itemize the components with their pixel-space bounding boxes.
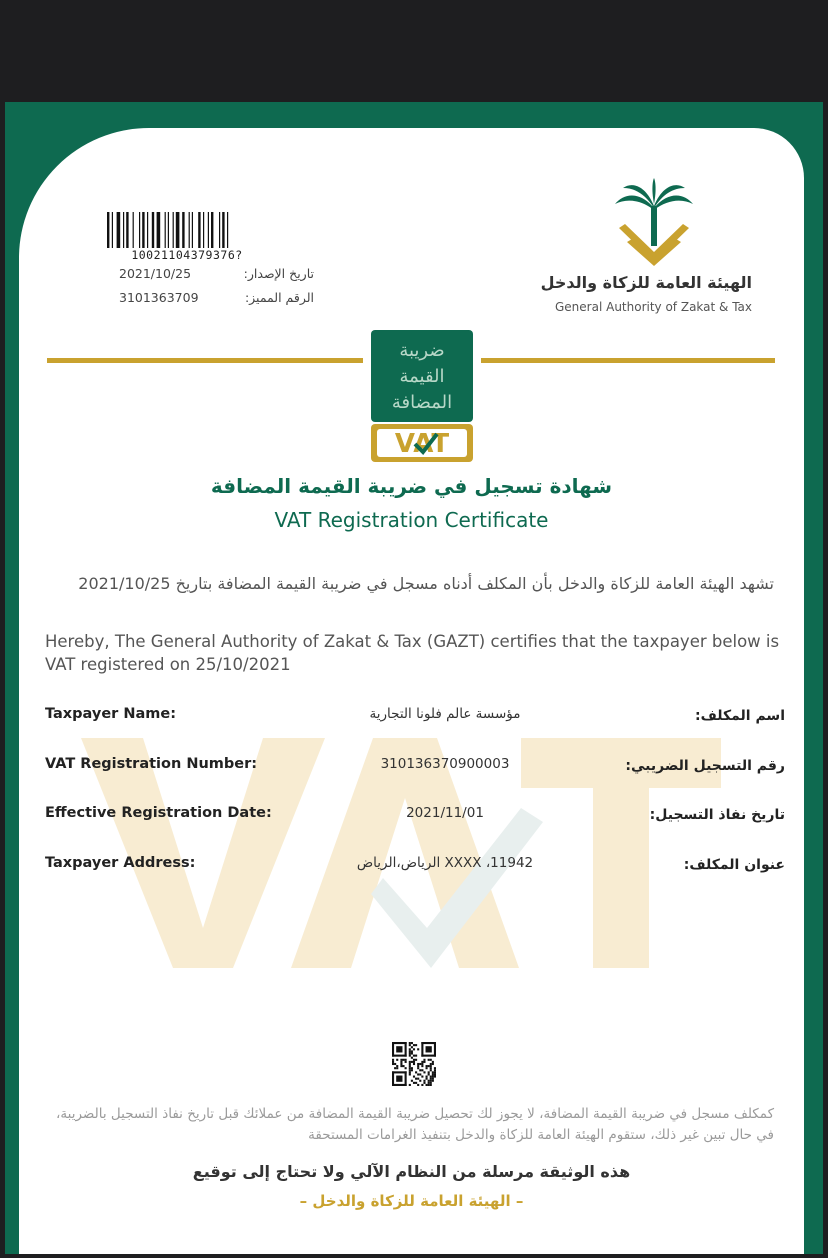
qr-module (417, 1063, 419, 1065)
qr-module (434, 1071, 436, 1073)
qr-module (413, 1055, 415, 1057)
qr-module (421, 1063, 423, 1065)
qr-module (428, 1065, 430, 1067)
field-value: مؤسسة عالم فلونا التجارية (369, 706, 521, 722)
qr-module (432, 1073, 434, 1075)
qr-finder (405, 1071, 407, 1086)
qr-module (396, 1065, 398, 1067)
qr-module (409, 1065, 411, 1067)
unique-number-value: 3101363709 (119, 290, 199, 305)
vat-logo (371, 330, 473, 462)
qr-finder (421, 1042, 436, 1044)
qr-module (396, 1067, 398, 1069)
qr-finder (396, 1046, 402, 1052)
qr-module (392, 1061, 394, 1063)
field-value: 310136370900003 (380, 756, 510, 772)
qr-module (423, 1080, 425, 1082)
unique-number-row (119, 290, 314, 305)
qr-module (421, 1076, 423, 1078)
field-label-arabic: عنوان المكلف: (683, 857, 785, 873)
qr-module (430, 1063, 432, 1065)
qr-finder (434, 1042, 436, 1057)
gold-divider-right (481, 358, 775, 363)
qr-module (396, 1059, 398, 1061)
qr-module (409, 1067, 411, 1069)
system-generated-note: هذه الوثيقة مرسلة من النظام الآلي ولا تحتاج إلى توقيع (192, 1162, 631, 1181)
qr-module (413, 1059, 415, 1061)
qr-module (426, 1065, 428, 1067)
qr-module (411, 1057, 413, 1059)
qr-module (432, 1071, 434, 1073)
qr-module (402, 1065, 404, 1067)
qr-module (434, 1069, 436, 1071)
qr-module (402, 1059, 404, 1061)
qr-module (417, 1067, 419, 1069)
qr-module (411, 1046, 413, 1048)
qr-finder (392, 1071, 394, 1086)
qr-module (417, 1073, 419, 1075)
field-value: XXXX ،11942 الرياض،الرياض (356, 855, 534, 871)
qr-module (428, 1080, 430, 1082)
qr-module (415, 1082, 417, 1084)
authority-signoff: – الهيئة العامة للزكاة والدخل – (299, 1192, 524, 1210)
qr-module (411, 1061, 413, 1063)
qr-finder (421, 1055, 436, 1057)
qr-finder (426, 1046, 432, 1052)
field-label-english: Effective Registration Date: (45, 805, 272, 821)
qr-module (392, 1059, 394, 1061)
qr-module (426, 1067, 428, 1069)
qr-module (434, 1067, 436, 1069)
qr-module (432, 1080, 434, 1082)
qr-module (428, 1073, 430, 1075)
qr-module (394, 1067, 396, 1069)
qr-module (432, 1076, 434, 1078)
qr-module (411, 1052, 413, 1054)
issue-date-row (119, 266, 314, 281)
qr-module (434, 1073, 436, 1075)
qr-module (421, 1069, 423, 1071)
authority-name-english: General Authority of Zakat & Tax (555, 300, 752, 314)
qr-module (392, 1063, 394, 1065)
qr-module (409, 1061, 411, 1063)
qr-module (411, 1069, 413, 1071)
vat-logo-line2: القيمة (399, 366, 445, 387)
qr-module (419, 1073, 421, 1075)
intro-text-english: Hereby, The General Authority of Zakat & Tax (GAZT) certifies that the taxpayer below is VAT registered on 25/10/2021 (45, 632, 780, 674)
qr-module (421, 1061, 423, 1063)
qr-code (392, 1042, 436, 1086)
qr-module (405, 1061, 407, 1063)
qr-finder (392, 1042, 407, 1044)
field-row-vat-number (45, 756, 785, 780)
qr-module (430, 1078, 432, 1080)
qr-module (417, 1078, 419, 1080)
qr-module (409, 1071, 411, 1073)
qr-module (428, 1084, 430, 1086)
authority-emblem-icon (609, 178, 699, 270)
qr-module (405, 1067, 407, 1069)
qr-module (411, 1080, 413, 1082)
field-label-english: Taxpayer Name: (45, 706, 177, 722)
field-value: 2021/11/01 (406, 805, 484, 821)
qr-module (409, 1050, 411, 1052)
certificate-title-arabic: شهادة تسجيل في ضريبة القيمة المضافة (210, 474, 613, 498)
field-label-arabic: رقم التسجيل الضريبي: (625, 758, 785, 774)
qr-module (413, 1076, 415, 1078)
vat-logo-line3: المضافة (391, 392, 453, 413)
barcode-number: 10021104379376? (107, 248, 267, 262)
qr-module (413, 1082, 415, 1084)
qr-module (430, 1084, 432, 1086)
qr-module (413, 1048, 415, 1050)
qr-module (423, 1061, 425, 1063)
qr-module (430, 1082, 432, 1084)
qr-module (423, 1071, 425, 1073)
qr-module (415, 1055, 417, 1057)
qr-module (415, 1078, 417, 1080)
qr-module (415, 1071, 417, 1073)
unique-number-label: الرقم المميز: (244, 290, 314, 305)
qr-module (419, 1063, 421, 1065)
qr-module (413, 1063, 415, 1065)
qr-module (409, 1044, 411, 1046)
qr-module (430, 1065, 432, 1067)
qr-module (400, 1065, 402, 1067)
qr-module (434, 1076, 436, 1078)
qr-module (430, 1059, 432, 1061)
document-frame (5, 102, 823, 1254)
qr-module (417, 1065, 419, 1067)
qr-module (405, 1059, 407, 1061)
field-label-arabic: تاريخ نفاذ التسجيل: (649, 807, 785, 823)
qr-module (413, 1061, 415, 1063)
vat-logo-text: VAT (394, 429, 450, 459)
qr-module (423, 1059, 425, 1061)
qr-module (428, 1082, 430, 1084)
intro-text-arabic: تشهد الهيئة العامة للزكاة والدخل بأن المكلف أدناه مسجل في ضريبة القيمة المضافة بتاريخ 2021/10/25 (78, 574, 774, 593)
authority-name-arabic: الهيئة العامة للزكاة والدخل (540, 273, 752, 292)
qr-module (426, 1076, 428, 1078)
field-label-english: Taxpayer Address: (45, 855, 196, 871)
issue-date-label: تاريخ الإصدار: (243, 266, 314, 281)
qr-module (428, 1071, 430, 1073)
qr-module (426, 1078, 428, 1080)
qr-module (430, 1067, 432, 1069)
qr-module (430, 1069, 432, 1071)
qr-module (421, 1084, 423, 1086)
qr-module (432, 1078, 434, 1080)
qr-module (421, 1065, 423, 1067)
qr-module (419, 1080, 421, 1082)
qr-module (417, 1048, 419, 1050)
qr-module (432, 1061, 434, 1063)
vat-logo-line1: ضريبة (399, 340, 445, 361)
field-label-arabic: اسم المكلف: (695, 708, 785, 724)
gold-divider-left (47, 358, 363, 363)
qr-finder (392, 1084, 407, 1086)
field-row-taxpayer-address (45, 855, 785, 879)
qr-module (394, 1063, 396, 1065)
qr-module (426, 1084, 428, 1086)
qr-module (409, 1048, 411, 1050)
qr-module (409, 1052, 411, 1054)
qr-module (423, 1082, 425, 1084)
registration-notice: كمكلف مسجل في ضريبة القيمة المضافة، لا يجوز لك تحصيل ضريبة القيمة المضافة من عملائك قبل تاريخ نفاذ التسجيل بالضريبة، في حال تبين غير ذلك، ستقوم الهيئة العامة للزكاة والدخل بتنفيذ الغرامات المستحقة (56, 1106, 774, 1143)
qr-module (417, 1084, 419, 1086)
qr-module (409, 1084, 411, 1086)
qr-module (419, 1069, 421, 1071)
qr-finder (392, 1042, 394, 1057)
qr-module (400, 1059, 402, 1061)
certificate-title-english: VAT Registration Certificate (274, 508, 549, 532)
qr-module (409, 1063, 411, 1065)
certificate-sheet (19, 128, 804, 1254)
qr-module (430, 1080, 432, 1082)
qr-finder (405, 1042, 407, 1057)
field-label-english: VAT Registration Number: (45, 756, 258, 772)
qr-module (409, 1069, 411, 1071)
qr-module (428, 1059, 430, 1061)
qr-finder (396, 1076, 402, 1082)
field-row-taxpayer-name (45, 706, 785, 730)
qr-finder (421, 1042, 423, 1057)
field-row-effective-date (45, 805, 785, 829)
qr-module (409, 1055, 411, 1057)
qr-module (415, 1044, 417, 1046)
qr-module (411, 1050, 413, 1052)
qr-finder (392, 1071, 407, 1073)
qr-module (409, 1073, 411, 1075)
qr-module (432, 1063, 434, 1065)
issue-date-value: 2021/10/25 (119, 266, 192, 281)
qr-module (411, 1067, 413, 1069)
qr-module (400, 1063, 402, 1065)
qr-module (413, 1044, 415, 1046)
qr-module (415, 1059, 417, 1061)
qr-module (430, 1076, 432, 1078)
qr-module (411, 1042, 413, 1044)
qr-module (400, 1061, 402, 1063)
qr-finder (392, 1055, 407, 1057)
qr-module (409, 1042, 411, 1044)
